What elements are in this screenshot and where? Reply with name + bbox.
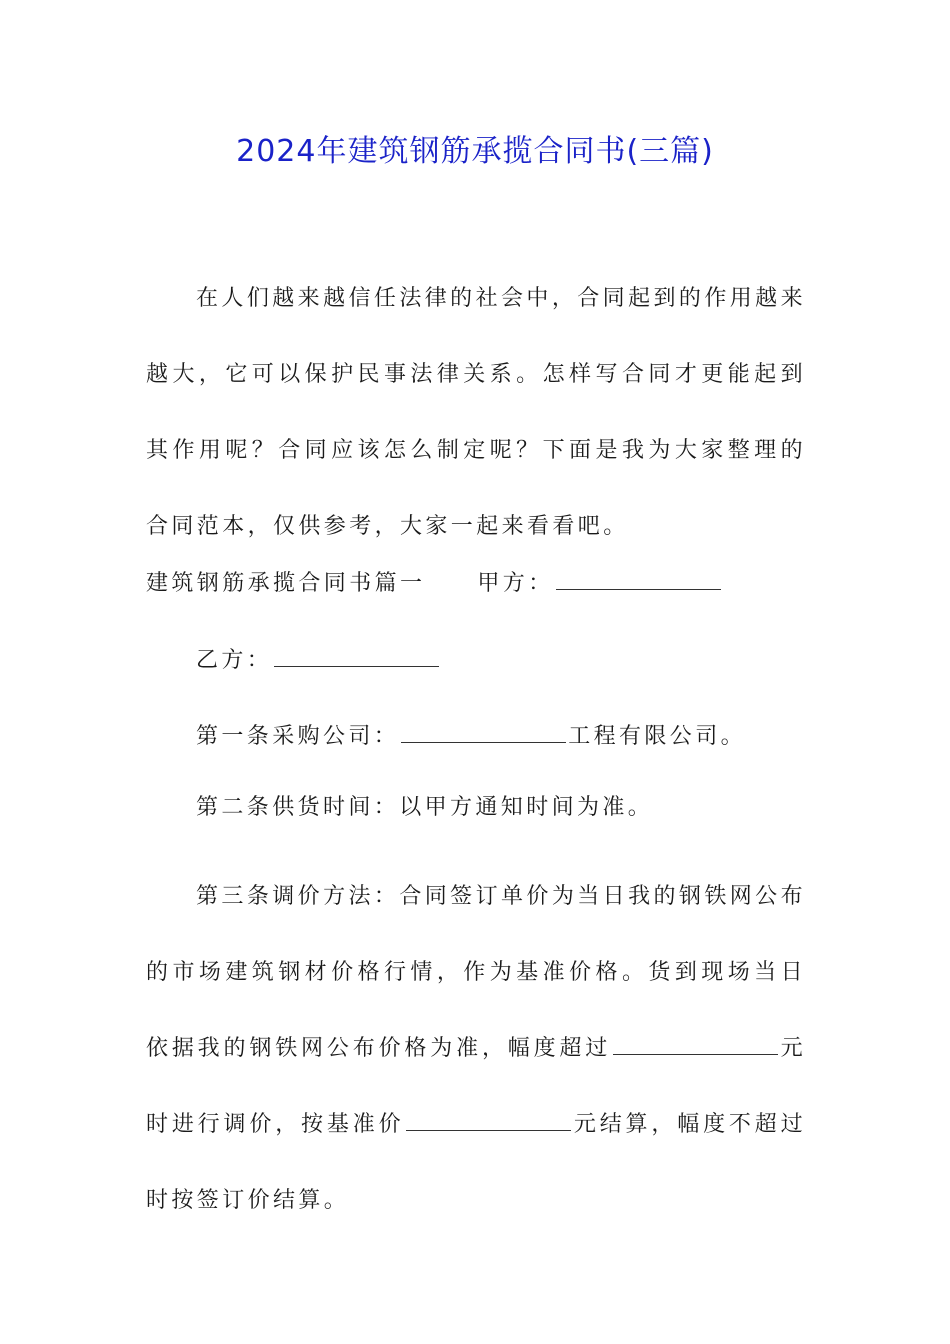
document-title: 2024年建筑钢筋承揽合同书(三篇) (236, 134, 714, 169)
clause-1-line (196, 719, 746, 755)
clause-2-text: 第二条供货时间：以甲方通知时间为准。 (196, 795, 654, 820)
clause-2-line (196, 790, 653, 826)
clause-3-text (146, 859, 806, 1239)
clause-3-part1: 第三条调价方法：合同签订单价为当日我的钢铁网公布的市场建筑钢材价格行情，作为基准价格。货到现场当日依据我的钢铁网公布价格为准，幅度超过 (146, 884, 806, 1061)
clause-3-part3: 元结算，幅度不超过时按签订价结算。 (146, 1112, 806, 1213)
clause-3-blank-1 (613, 1034, 778, 1055)
clause-3-blank-2 (406, 1110, 571, 1131)
section-heading-line (146, 566, 723, 602)
party-b-label: 乙方： (196, 648, 273, 673)
party-a-label: 甲方： (477, 571, 554, 596)
clause-1-prefix: 第一条采购公司： (196, 724, 400, 749)
intro-text: 在人们越来越信任法律的社会中，合同起到的作用越来越大，它可以保护民事法律关系。怎样写合同才更能起到其作用呢？合同应该怎么制定呢？下面是我为大家整理的合同范本，仅供参考，大家一起来看看吧。 (146, 286, 806, 539)
clause-1-suffix: 工程有限公司。 (568, 724, 747, 749)
party-b-line (196, 643, 441, 679)
intro-paragraph (146, 261, 806, 565)
clause-1-blank (401, 722, 566, 743)
section-heading: 建筑钢筋承揽合同书篇一 (146, 571, 426, 596)
clause-3-part2: 元时进行调价，按基准价 (146, 1036, 806, 1137)
clause-3-paragraph (146, 859, 806, 1239)
party-a-blank (556, 569, 721, 590)
party-b-blank (274, 646, 439, 667)
